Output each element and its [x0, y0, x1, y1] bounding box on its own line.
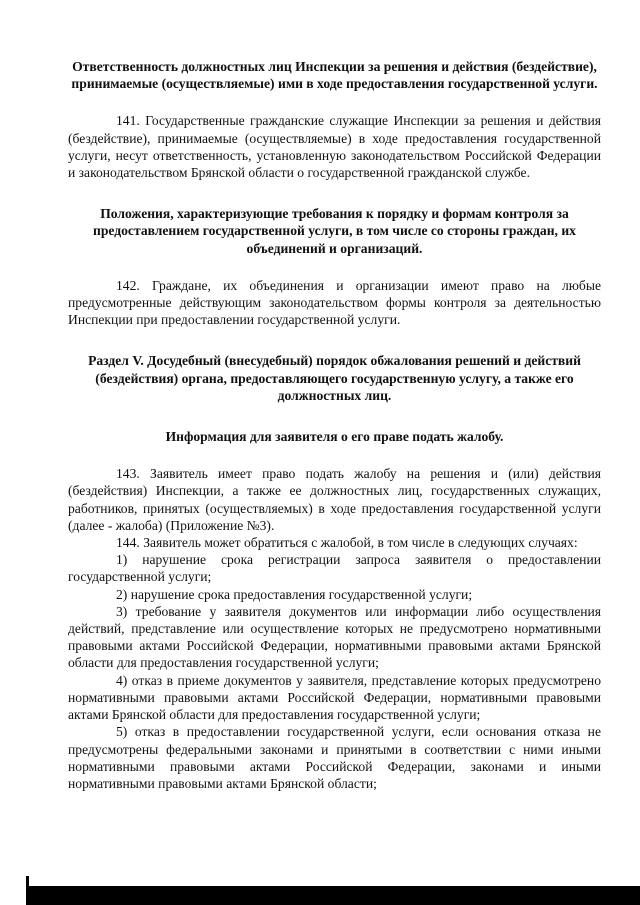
- scan-bottom-border: [26, 886, 640, 905]
- scan-edge-shadow: [26, 876, 29, 886]
- case-item-2: 2) нарушение срока предоставления государственной услуги;: [116, 586, 473, 602]
- paragraph-144: 144. Заявитель может обратиться с жалобой, в том числе в следующих случаях:: [116, 535, 578, 551]
- document-body: [68, 58, 601, 792]
- paragraph-141: 141. Государственные гражданские служащие Инспекции за решения и действия (бездействие), принимаемые (осуществляемые) в ходе предоставления государственной услуги, несут ответственность, установленную законодательством Российской Федерации и законодательством Брянской области о государственной гражданской службе.: [68, 113, 601, 181]
- paragraph-143: 143. Заявитель имеет право подать жалобу на решения и (или) действия (бездействия) Инспекции, а также ее должностных лиц, государственных служащих, работников, принятых (осуществляемых) в ходе предоставления государственной услуги (далее - жалоба) (Приложение №3).: [68, 466, 601, 533]
- paragraph-142: 142. Граждане, их объединения и организации имеют право на любые предусмотренные действующим законодательством формы контроля за деятельностью Инспекции при предоставлении государственной услуги.: [68, 277, 601, 328]
- case-item-4: 4) отказ в приеме документов у заявителя, представление которых предусмотрено нормативными правовыми актами Российской Федерации, нормативными правовыми актами Брянской области для предоставления государственной услуги;: [68, 672, 601, 723]
- case-item-5: 5) отказ в предоставлении государственной услуги, если основания отказа не предусмотрены федеральными законами и принятыми в соответствии с ними иными нормативными правовыми актами Российской Федерации, законами и иными нормативными правовыми актами Брянской области;: [68, 724, 601, 791]
- section-heading-responsibility: Ответственность должностных лиц Инспекции за решения и действия (бездействие), принимаемые (осуществляемые) ими в ходе предоставления государственной услуги.: [71, 59, 598, 92]
- section-heading-part-v: Раздел V. Досудебный (внесудебный) порядок обжалования решений и действий (бездействия) органа, предоставляющего государственную услугу, а также его должностных лиц.: [88, 353, 581, 403]
- case-item-3: 3) требование у заявителя документов или информации либо осуществления действий, представление или осуществление которых не предусмотрено нормативными правовыми актами Российской Федерации, нормативными правовыми актами Брянской области для предоставления государственной услуги;: [68, 603, 601, 671]
- case-item-1: 1) нарушение срока регистрации запроса заявителя о предоставлении государственной услуги;: [68, 552, 601, 585]
- section-heading-control: Положения, характеризующие требования к порядку и формам контроля за предоставлением государственной услуги, в том числе со стороны граждан, их объединений и организаций.: [93, 206, 576, 256]
- section-heading-complaint-info: Информация для заявителя о его праве подать жалобу.: [165, 429, 504, 445]
